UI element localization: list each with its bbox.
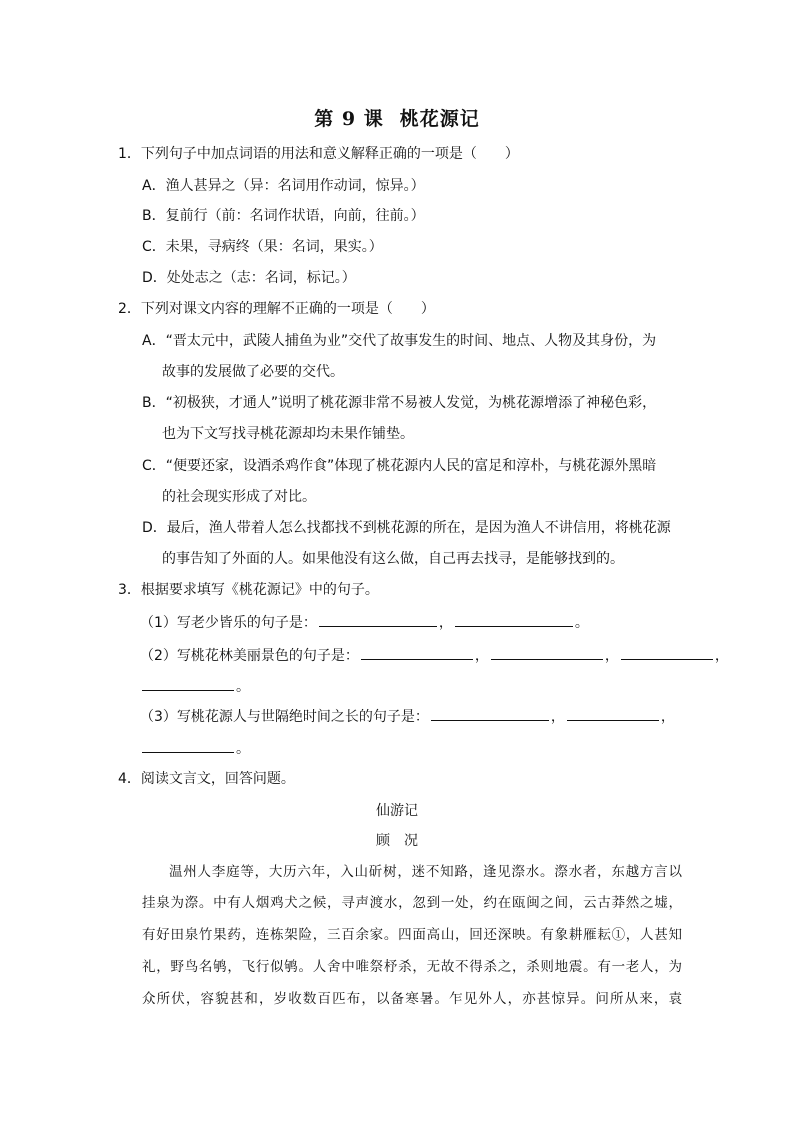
- question-2-stem: 2．下列对课文内容的理解不正确的一项是（ ）: [118, 301, 435, 317]
- q3-sub-2-cont: 。: [140, 676, 250, 697]
- answer-blank[interactable]: [567, 706, 659, 721]
- question-4-stem: 4．阅读文言文，回答问题。: [118, 771, 295, 787]
- answer-blank[interactable]: [142, 676, 234, 691]
- q2-option-d-line1: D．最后，渔人带着人怎么找都找不到桃花源的所在，是因为渔人不讲信用，将桃花源: [142, 520, 671, 536]
- question-1-stem: 1．下列句子中加点词语的用法和意义解释正确的一项是（ ）: [118, 146, 519, 162]
- passage-line: 礼，野鸟名鸲，飞行似鸲。人舍中唯祭杼杀，无故不得杀之，杀则地震。有一老人，为: [142, 959, 682, 975]
- page-title: [0, 104, 794, 131]
- answer-blank[interactable]: [491, 645, 603, 660]
- passage-line: 众所伏，容貌甚和，岁收数百匹布，以备寒暑。乍见外人，亦甚惊异。问所从来，袁: [142, 991, 682, 1007]
- q1-option-c: C．未果，寻病终（果：名词，果实。）: [142, 239, 383, 255]
- q3-sub-3-label: （3）写桃花源人与世隔绝时间之长的句子是：: [140, 709, 429, 725]
- passage-line: 有好田泉竹果药，连栋架险，三百余家。四面高山，回还深映。有象耕雁耘①，人甚知: [142, 927, 682, 943]
- passage-title: 仙游记: [376, 803, 418, 819]
- q2-option-a-line2: 故事的发展做了必要的交代。: [162, 364, 344, 380]
- q1-option-d: D．处处志之（志：名词，标记。）: [142, 270, 356, 286]
- lesson-name: 桃花源记: [399, 108, 480, 130]
- q2-option-a-line1: A．“晋太元中，武陵人捕鱼为业”交代了故事发生的时间、地点、人物及其身份，为: [142, 333, 657, 349]
- answer-blank[interactable]: [319, 612, 437, 627]
- q3-sub-3-cont: 。: [140, 738, 250, 759]
- passage-author: 顾 况: [376, 833, 418, 849]
- answer-blank[interactable]: [142, 738, 234, 753]
- q3-sub-2-label: （2）写桃花林美丽景色的句子是：: [140, 648, 359, 664]
- q3-sub-2: （2）写桃花林美丽景色的句子是： ， ， ，: [140, 645, 729, 666]
- answer-blank[interactable]: [361, 645, 473, 660]
- q3-sub-1-label: （1）写老少皆乐的句子是：: [140, 615, 317, 631]
- q1-option-a: A．渔人甚异之（异：名词用作动词，惊异。）: [142, 178, 425, 194]
- q1-option-b: B．复前行（前：名词作状语，向前，往前。）: [142, 208, 425, 224]
- q3-sub-1: （1）写老少皆乐的句子是： ， 。: [140, 612, 589, 633]
- answer-blank[interactable]: [431, 706, 549, 721]
- q2-option-c-line2: 的社会现实形成了对比。: [162, 489, 316, 505]
- passage-line: 温州人李庭等，大历六年，入山斫树，迷不知路，逢见漈水。漈水者，东越方言以: [169, 864, 682, 880]
- question-3-stem: 3．根据要求填写《桃花源记》中的句子。: [118, 582, 379, 598]
- q2-option-b-line1: B．“初极狭，才通人”说明了桃花源非常不易被人发觉，为桃花源增添了神秘色彩，: [142, 395, 657, 411]
- q2-option-d-line2: 的事告知了外面的人。如果他没有这么做，自己再去找寻，是能够找到的。: [162, 551, 624, 567]
- q2-option-c-line1: C．“便要还家，设酒杀鸡作食”体现了桃花源内人民的富足和淳朴，与桃花源外黑暗: [142, 458, 657, 474]
- q3-sub-3: （3）写桃花源人与世隔绝时间之长的句子是： ， ，: [140, 706, 675, 727]
- lesson-number: 第 9 课: [314, 108, 384, 130]
- answer-blank[interactable]: [621, 645, 713, 660]
- passage-line: 挂泉为漈。中有人烟鸡犬之候，寻声渡水，忽到一处，约在瓯闽之间，云古莽然之墟，: [142, 895, 682, 911]
- q2-option-b-line2: 也为下文写找寻桃花源却均未果作铺垫。: [162, 426, 414, 442]
- answer-blank[interactable]: [455, 612, 573, 627]
